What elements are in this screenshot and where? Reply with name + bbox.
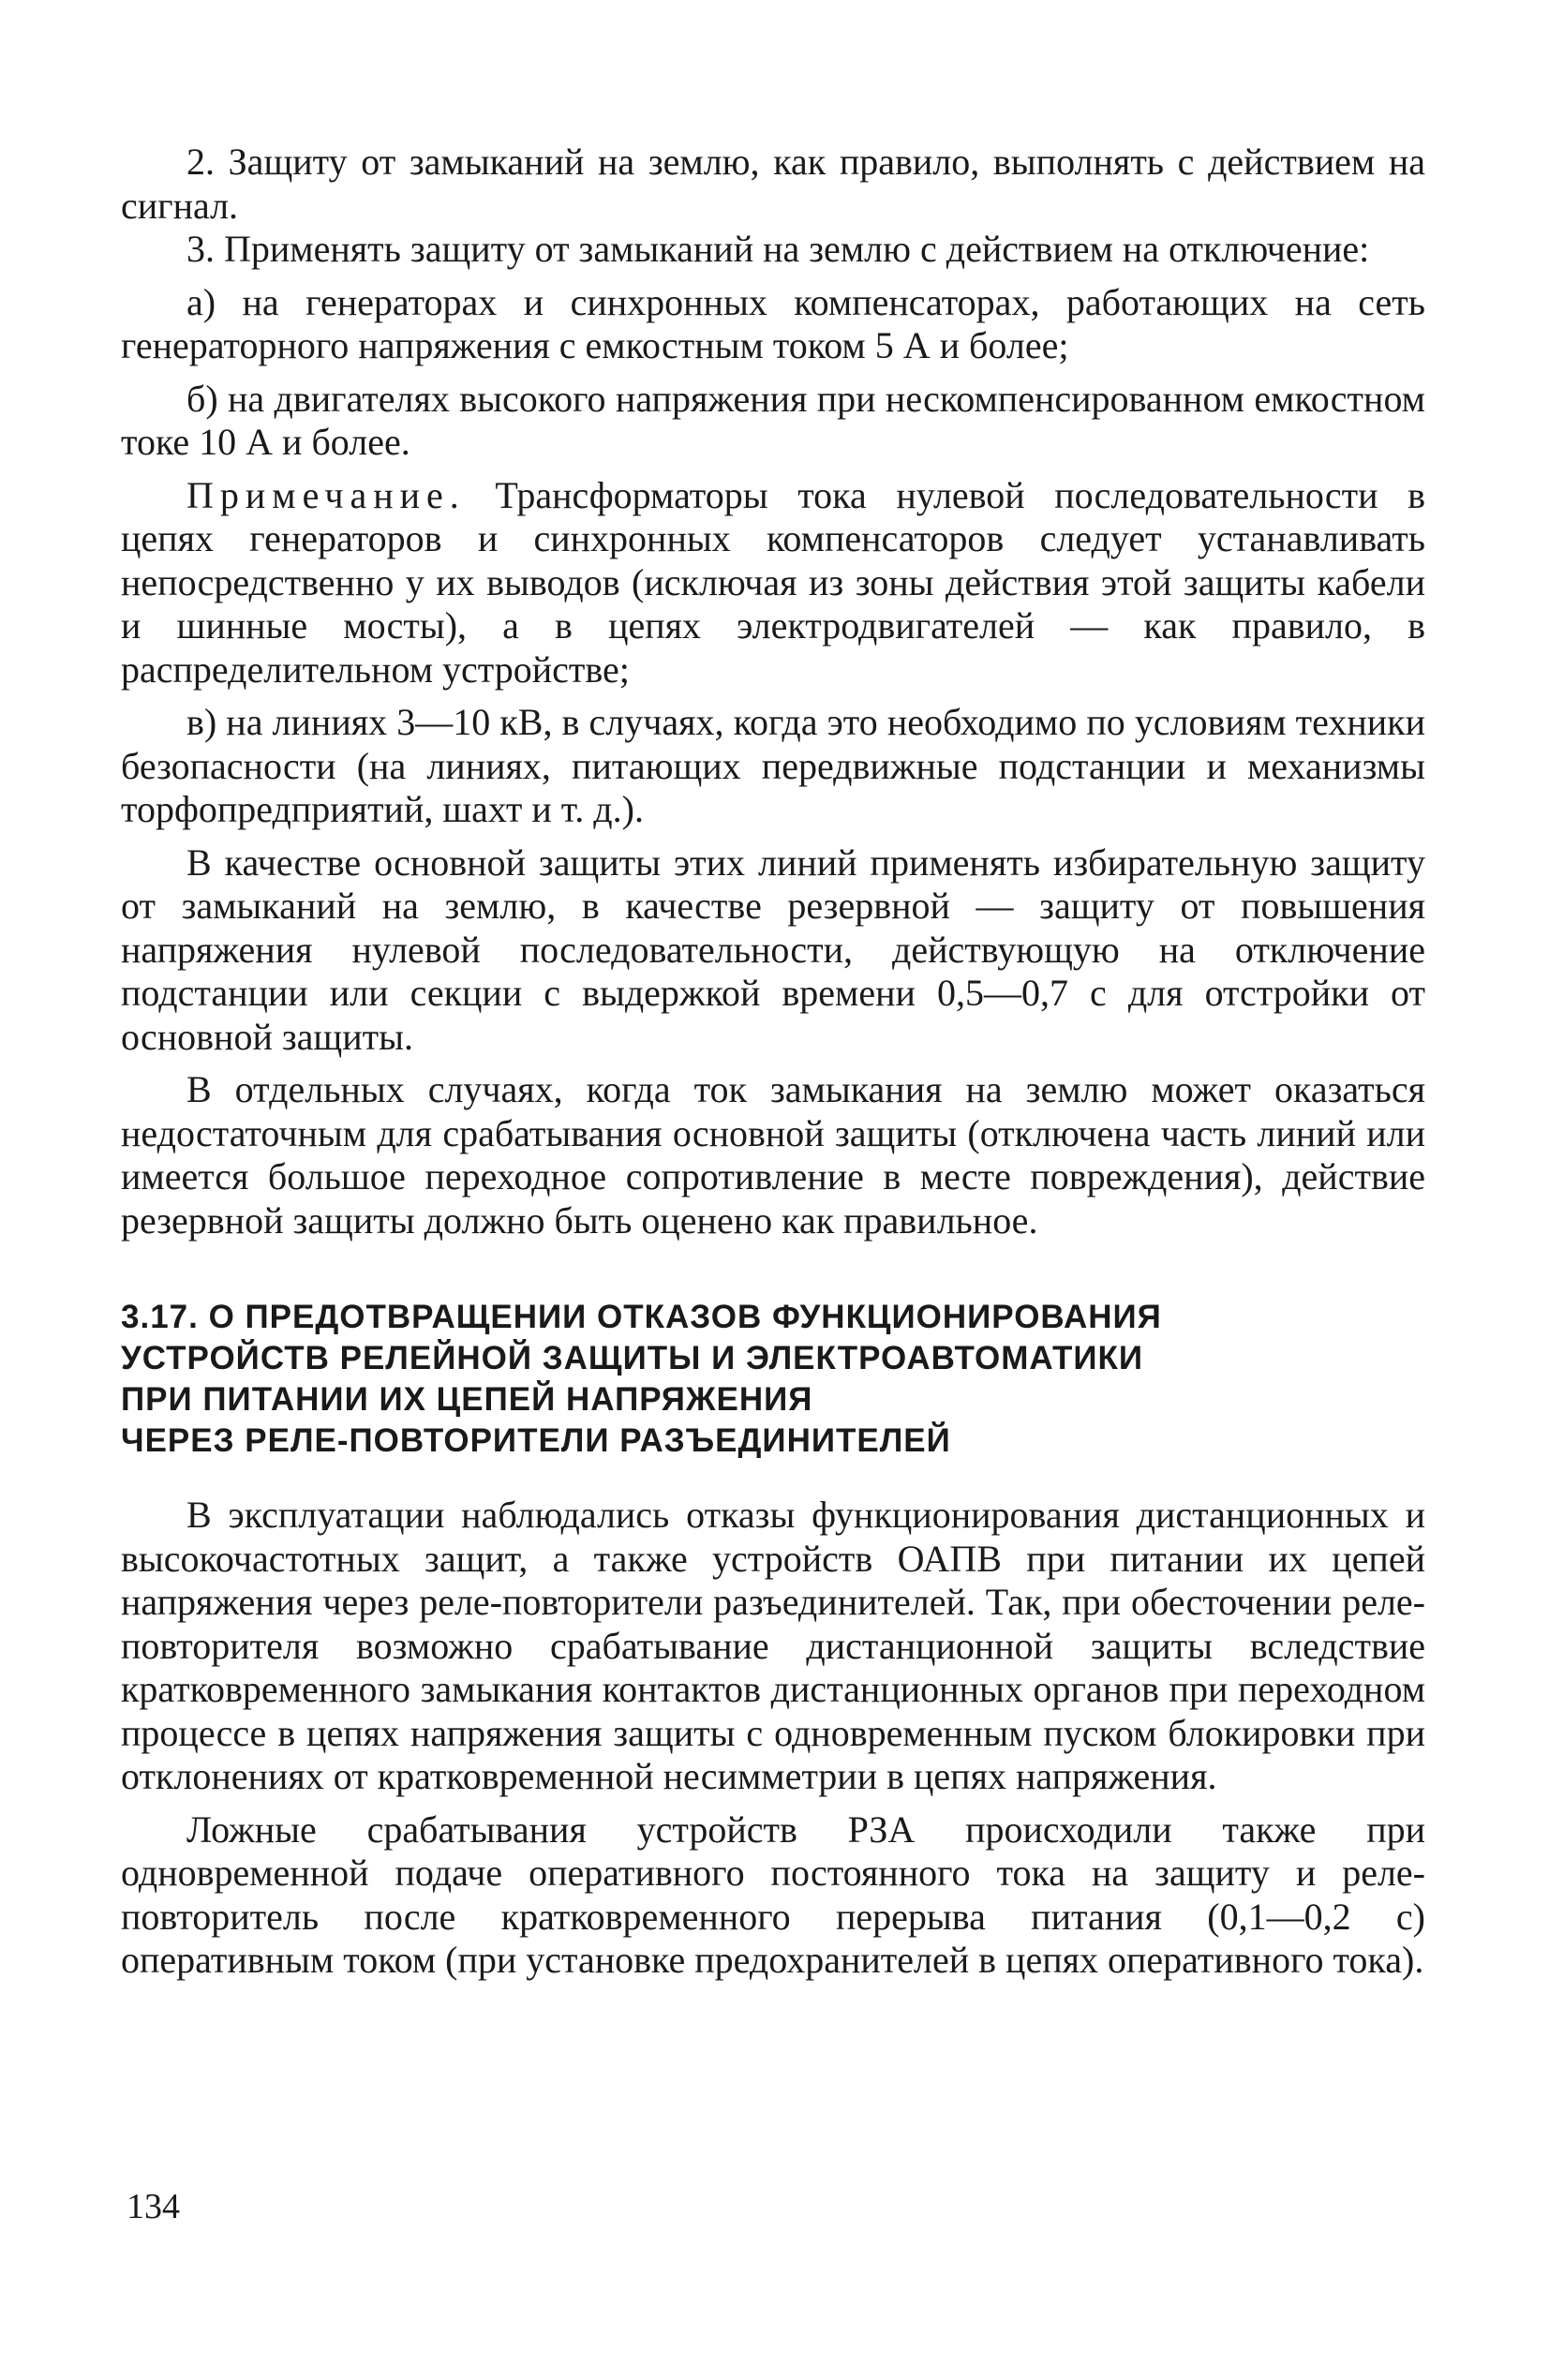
page-number: 134 (127, 2187, 180, 2226)
paragraph-signal: 2. Защиту от замыканий на землю, как правило, выполнять с действием на сигнал. (121, 141, 1425, 227)
paragraph-operation-failures: В эксплуатации наблюдались отказы функционирования дистанционных и высокочастотных защит, а также устройств ОАПВ при питании их цепей напряжения через реле-повторители разъединителей. Так, при обесточении реле-повторителя возможно срабатывание дистанционной защиты вследствие кратковременного замыкания контактов дистанционных органов при переходном процессе в цепях напряжения защиты с одновременным пуском блокировки при отклонениях от кратковременной несимметрии в цепях напряжения. (121, 1494, 1425, 1797)
section-heading-line: ПРИ ПИТАНИИ ИХ ЦЕПЕЙ НАПРЯЖЕНИЯ (121, 1381, 813, 1418)
section-heading (121, 1297, 1425, 1462)
paragraph-disconnect: 3. Применять защиту от замыканий на землю с действием на отключение: (186, 228, 1370, 270)
paragraph-main-protection: В качестве основной защиты этих линий применять избирательную защиту от замыканий на землю, в качестве резервной — защиту от повышения напряжения нулевой последовательности, действующую на отключение подстанции или секции с выдержкой времени 0,5—0,7 с для отстройки от основной защиты. (121, 840, 1425, 1058)
paragraph-false-operations: Ложные срабатывания устройств РЗА происходили также при одновременной подаче оперативного постоянного тока на защиту и реле-повторитель после кратковременного перерыва питания (0,1—0,2 с) оперативным током (при установке предохранителей в цепях оперативного тока). (121, 1807, 1425, 1981)
section-heading-line: УСТРОЙСТВ РЕЛЕЙНОЙ ЗАЩИТЫ И ЭЛЕКТРОАВТОМАТИКИ (121, 1340, 1144, 1376)
paragraph-item-v: в) на линиях 3—10 кВ, в случаях, когда это необходимо по условиям техники безопасности (на линиях, питающих передвижные подстанции и механизмы торфопредприятий, шахт и т. д.). (121, 701, 1425, 830)
note-text: Трансформаторы тока нулевой последовательности в цепях генераторов и синхронных компенсаторов следует устанавливать непосредственно у их выводов (исключая из зоны действия этой защиты кабели и шинные мосты), а в цепях электродвигателей — как правило, в распределительном устройстве; (121, 473, 1426, 691)
page-body (121, 141, 1425, 1983)
section-heading-line: 3.17. О ПРЕДОТВРАЩЕНИИ ОТКАЗОВ ФУНКЦИОНИРОВАНИЯ (121, 1299, 1162, 1335)
paragraph-backup-protection: В отдельных случаях, когда ток замыкания на землю может оказаться недостаточным для срабатывания основной защиты (отключена часть линий или имеется большое переходное сопротивление в месте повреждения), действие резервной защиты должно быть оценено как правильное. (121, 1068, 1425, 1242)
note-label: Примечание. (186, 473, 466, 516)
section-heading-line: ЧЕРЕЗ РЕЛЕ-ПОВТОРИТЕЛИ РАЗЪЕДИНИТЕЛЕЙ (121, 1422, 951, 1459)
note-paragraph (121, 474, 1425, 692)
paragraph-item-b: б) на двигателях высокого напряжения при нескомпенсированном емкостном токе 10 А и более. (121, 377, 1425, 463)
paragraph-item-a: а) на генераторах и синхронных компенсаторах, работающих на сеть генераторного напряжения с емкостным током 5 А и более; (121, 280, 1425, 366)
